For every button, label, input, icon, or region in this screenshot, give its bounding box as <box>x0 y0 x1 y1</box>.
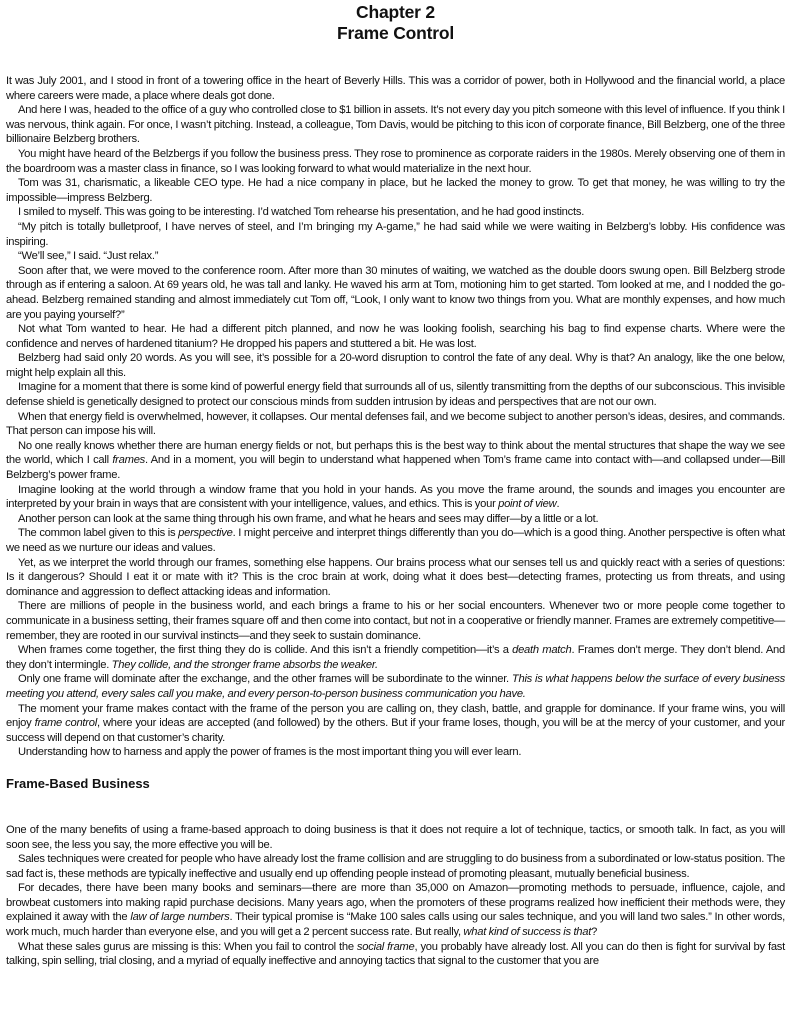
paragraph: Belzberg had said only 20 words. As you will see, it’s possible for a 20-word disruption to control the fate of any deal. Why is that? An analogy, like the one below, might help explain all this. <box>6 352 785 379</box>
paragraph: Tom was 31, charismatic, a likeable CEO type. He had a nice company in place, but he lacked the money to grow. To get that money, he was willing to try the impossible—impress Belzberg. <box>6 177 785 204</box>
section-frame-control-body <box>6 74 785 969</box>
chapter-title: Frame Control <box>337 23 454 43</box>
chapter-header <box>6 0 785 44</box>
chapter-number: Chapter 2 <box>356 2 435 22</box>
paragraph: One of the many benefits of using a frame-based approach to doing business is that it does not require a lot of technique, tactics, or smooth talk. In fact, as you will soon see, the less you say, the more effective you will be. <box>6 823 785 851</box>
paragraph: And here I was, headed to the office of a guy who controlled close to $1 billion in assets. It’s not every day you pitch someone with this level of influence. If you think I was nervous, think again. For once, I wasn’t pitching. Instead, a colleague, Tom Davis, would be pitching to this icon of corporate finance, Bill Belzberg, one of the three billionaire Belzberg brothers. <box>6 104 785 146</box>
paragraph: What these sales gurus are missing is this: When you fail to control the social frame, you probably have already lost. All you can do then is fight for survival by fast talking, spin selling, trial closing, and a myriad of equally ineffective and annoying tactics that signal to the customer that you are <box>6 940 785 968</box>
paragraph: The moment your frame makes contact with the frame of the person you are calling on, they clash, battle, and grapple for dominance. If your frame wins, you will enjoy frame control, where your ideas are accepted (and followed) by the others. But if your frame loses, though, you will be at the mercy of your customer, and your success will depend on that customer’s charity. <box>6 702 786 744</box>
paragraph: When that energy field is overwhelmed, however, it collapses. Our mental defenses fail, and we become subject to another person’s ideas, desires, and commands. That person can impose his will. <box>6 410 785 438</box>
paragraph: Imagine looking at the world through a window frame that you hold in your hands. As you move the frame around, the sounds and images you encounter are interpreted by your brain in ways that are consistent with your intelligence, values, and ethics. This is your point of view. <box>6 483 785 511</box>
paragraph: Soon after that, we were moved to the conference room. After more than 30 minutes of waiting, we watched as the double doors swung open. Bill Belzberg strode through as if entering a saloon. At 69 years old, he was tall and lanky. He waved his arm at Tom, motioning him to get started. Tom looked at me, and I nodded the go-ahead. Belzberg remained standing and almost immediately cut Tom off, “Look, I only want to know two things from you. What are monthly expenses, and how much are you paying yourself?” <box>6 264 785 321</box>
paragraph: “My pitch is totally bulletproof, I have nerves of steel, and I’m bringing my A-game,” he had said while we were waiting in Belzberg’s lobby. His confidence was inspiring. <box>6 220 785 248</box>
paragraph: Imagine for a moment that there is some kind of powerful energy field that surrounds all of us, silently transmitting from the depths of our subconscious. This invisible defense shield is genetically designed to protect our conscious minds from sudden intrusion by ideas and perspectives that are not our own. <box>6 381 785 409</box>
section-2-paragraphs <box>6 823 785 969</box>
paragraph: Not what Tom wanted to hear. He had a different pitch planned, and now he was looking foolish, searching his bag to find expense charts. Where were the confidence and nerves of hardened titanium? He dropped his papers and stuttered a bit. He was lost. <box>6 323 785 350</box>
paragraph: The common label given to this is perspective. I might perceive and interpret things differently than you do—which is a good thing. Another perspective is often what we need as we nurture our ideas and values. <box>6 527 785 554</box>
paragraph: No one really knows whether there are human energy fields or not, but perhaps this is the best way to think about the mental structures that shape the way we see the world, which I call frames. And in a moment, you will begin to understand what happened when Tom’s frame came into contact with—and collapsed under—Bill Belzberg’s power frame. <box>6 439 786 482</box>
paragraph: Understanding how to harness and apply the power of frames is the most important thing you will ever learn. <box>18 746 522 759</box>
section-1-paragraphs <box>6 74 785 760</box>
paragraph: For decades, there have been many books and seminars—there are more than 35,000 on Amazon—promoting methods to persuade, influence, cajole, and browbeat customers into making rapid purchase decisions. Many years ago, when the promoters of these programs realized how inefficient their methods were, they explained it away with the law of large numbers. Their typical promise is “Make 100 sales calls using our sales technique, and you will land two sales.” In other words, work much, much harder than everyone else, and you will get a 2 percent success rate. But really, what kind of success is that? <box>6 882 785 939</box>
paragraph: Another person can look at the same thing through his own frame, and what he hears and sees may differ—by a little or a lot. <box>18 512 599 525</box>
paragraph: “We’ll see,” I said. “Just relax.” <box>18 250 159 263</box>
paragraph: There are millions of people in the business world, and each brings a frame to his or her social encounters. Whenever two or more people come together to communicate in a business setting, their frames square off and then come into contact, but not in a cooperative or friendly manner. Frames are extremely competitive—remember, they are rooted in our survival instincts—and they seek to sustain dominance. <box>6 600 785 642</box>
paragraph: Only one frame will dominate after the exchange, and the other frames will be subordinate to the winner. This is what happens below the surface of every business meeting you attend, every sales call you make, and every person-to-person business communication you have. <box>6 673 786 700</box>
paragraph: When frames come together, the first thing they do is collide. And this isn’t a friendly competition—it’s a death match. Frames don’t merge. They don’t blend. And they don’t intermingle. They collide, and the stronger frame absorbs the weaker. <box>6 644 785 671</box>
paragraph: Yet, as we interpret the world through our frames, something else happens. Our brains process what our senses tell us and quickly react with a series of questions: Is it dangerous? Should I eat it or mate with it? This is the croc brain at work, doing what it does best—detecting frames, protecting us from threats, and using dominance and aggression to deflect attacking ideas and information. <box>6 556 785 598</box>
paragraph: I smiled to myself. This was going to be interesting. I’d watched Tom rehearse his presentation, and he had good instincts. <box>18 206 585 219</box>
paragraph: It was July 2001, and I stood in front of a towering office in the heart of Beverly Hills. This was a corridor of power, both in Hollywood and the financial world, a place where careers were made, a place where deals got done. <box>6 75 785 102</box>
paragraph: Sales techniques were created for people who have already lost the frame collision and are struggling to do business from a subordinated or low-status position. The sad fact is, these methods are typically ineffective and usually end up offending people instead of promoting pleasant, mutually beneficial business. <box>6 853 785 880</box>
section-heading: Frame-Based Business <box>6 775 150 791</box>
paragraph: You might have heard of the Belzbergs if you follow the business press. They rose to prominence as corporate raiders in the 1980s. Merely observing one of them in the boardroom was a master class in finance, so I was looking forward to what would materialize in the next hour. <box>6 147 785 175</box>
